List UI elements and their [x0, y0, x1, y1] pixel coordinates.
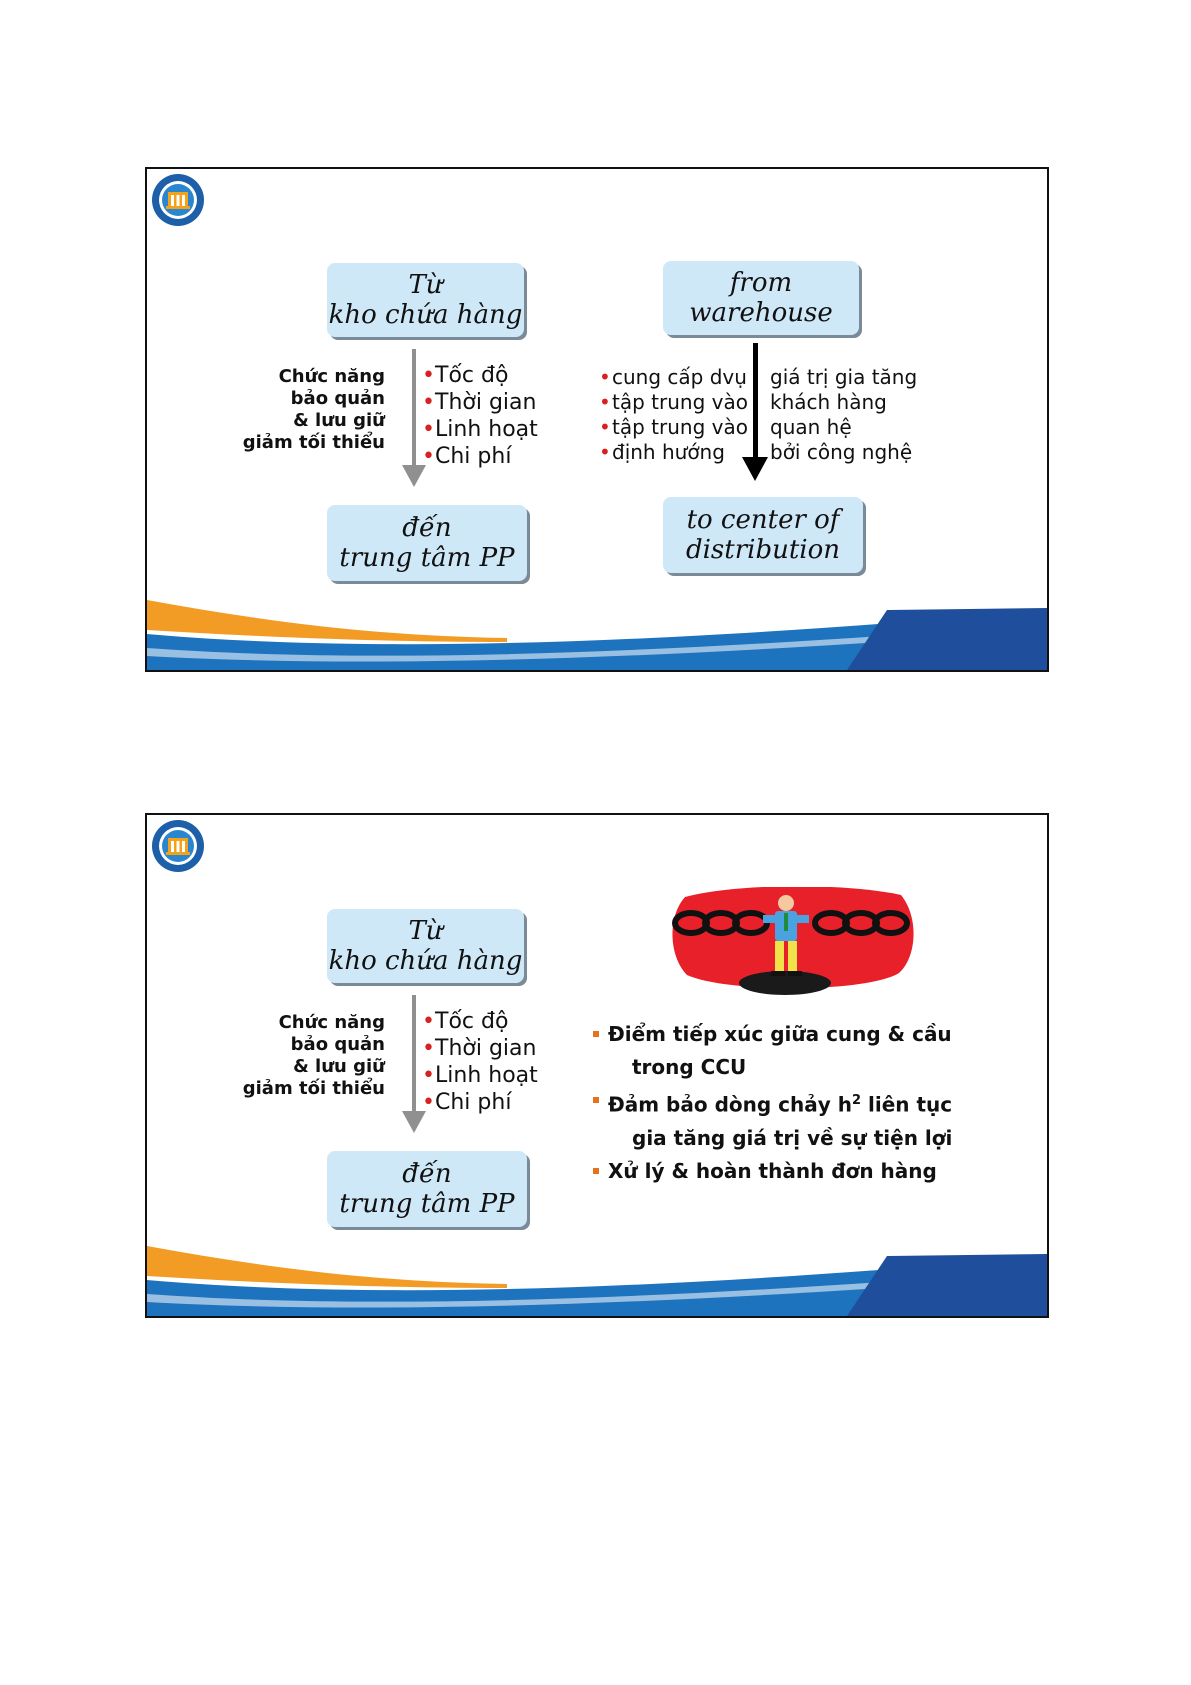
criteria-item: • Chi phí — [435, 1089, 538, 1116]
point-text: Đảm bảo dòng chảy h — [608, 1092, 852, 1117]
to-center-vi-box — [327, 1151, 527, 1227]
focus-item: khách hàng — [770, 390, 887, 414]
criteria-list — [435, 1008, 538, 1116]
slide-2 — [145, 813, 1049, 1318]
label-line: Chức năng — [278, 1012, 385, 1033]
box-line: Từ — [408, 270, 443, 300]
point-item-continuation: trong CCU — [632, 1055, 747, 1079]
focus-item: • cung cấp dvụ — [612, 365, 748, 390]
label-line: Chức năng — [278, 366, 385, 387]
focus-list-right — [770, 365, 917, 465]
focus-item: giá trị gia tăng — [770, 365, 918, 389]
label-line: bảo quản — [290, 388, 385, 409]
focus-list-left — [612, 365, 748, 465]
point-item: Điểm tiếp xúc giữa cung & cầu — [608, 1018, 952, 1051]
key-points-list — [608, 1018, 952, 1188]
focus-item: • tập trung vào — [612, 390, 748, 415]
box-line: trung tâm PP — [339, 1189, 515, 1219]
criteria-item: • Chi phí — [435, 443, 538, 470]
point-item-continuation: gia tăng giá trị về sự tiện lợi — [632, 1125, 953, 1150]
point-item — [608, 1084, 952, 1122]
box-line: to center of — [686, 505, 840, 535]
to-center-en-box — [663, 497, 863, 573]
from-warehouse-vi-box — [327, 909, 524, 983]
criteria-item: • Thời gian — [435, 389, 538, 416]
to-center-vi-box — [327, 505, 527, 581]
black-down-arrow — [740, 343, 770, 483]
function-label — [235, 366, 385, 454]
label-line: giảm tối thiểu — [242, 1078, 385, 1099]
label-line: giảm tối thiểu — [242, 432, 385, 453]
focus-item: bởi công nghệ — [770, 440, 913, 464]
label-line: bảo quản — [290, 1034, 385, 1055]
point-text: liên tục — [861, 1092, 953, 1117]
label-line: & lưu giữ — [293, 1056, 385, 1077]
criteria-item: • Tốc độ — [435, 1008, 538, 1035]
box-line: from — [729, 268, 793, 298]
label-line: & lưu giữ — [293, 410, 385, 431]
from-warehouse-en-box — [663, 261, 859, 335]
footer-swoosh — [147, 1246, 1049, 1316]
university-seal-icon — [150, 172, 206, 228]
point-item: Xử lý & hoàn thành đơn hàng — [608, 1155, 952, 1188]
slide-1 — [145, 167, 1049, 672]
focus-item: • định hướng — [612, 440, 748, 465]
criteria-item: • Tốc độ — [435, 362, 538, 389]
from-warehouse-vi-box — [327, 263, 524, 337]
criteria-list — [435, 362, 538, 470]
function-label — [235, 1012, 385, 1100]
focus-item: • tập trung vào — [612, 415, 748, 440]
box-line: đến — [402, 513, 452, 543]
criteria-item: • Thời gian — [435, 1035, 538, 1062]
footer-swoosh — [147, 600, 1049, 670]
box-line: Từ — [408, 916, 443, 946]
superscript: 2 — [851, 1093, 862, 1108]
criteria-item: • Linh hoạt — [435, 1062, 538, 1089]
box-line: distribution — [685, 535, 841, 565]
box-line: kho chứa hàng — [328, 300, 523, 330]
box-line: trung tâm PP — [339, 543, 515, 573]
criteria-item: • Linh hoạt — [435, 416, 538, 443]
man-breaking-chain-icon — [667, 887, 917, 997]
focus-item: quan hệ — [770, 415, 852, 439]
university-seal-icon — [150, 818, 206, 874]
box-line: warehouse — [689, 298, 833, 328]
box-line: kho chứa hàng — [328, 946, 523, 976]
box-line: đến — [402, 1159, 452, 1189]
